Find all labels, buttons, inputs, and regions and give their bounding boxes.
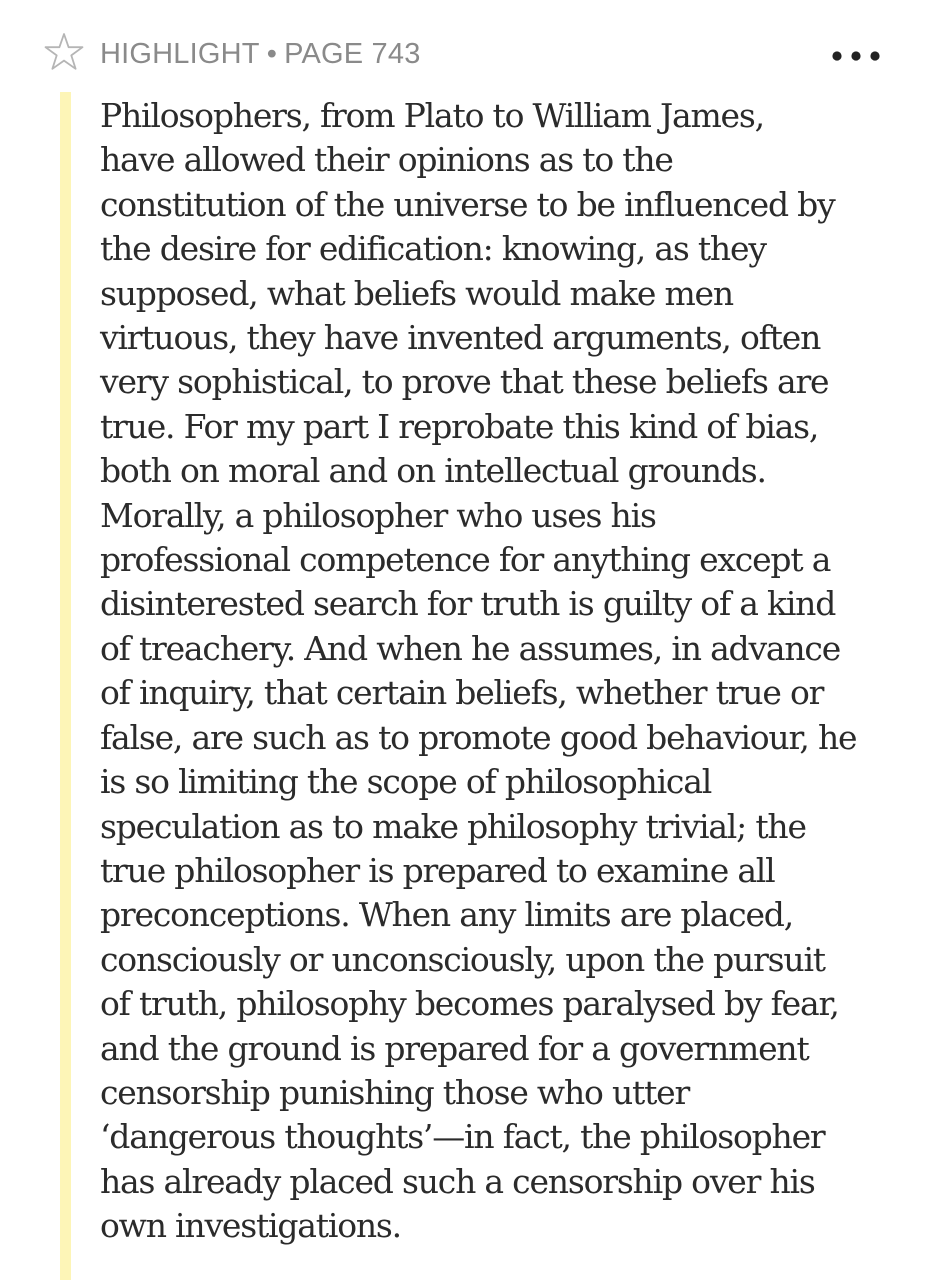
highlight-text-line: Philosophers, from Plato to William James,	[100, 96, 764, 135]
page-number-label: PAGE 743	[284, 38, 421, 70]
highlight-text-line: have allowed their opinions as to the	[100, 140, 673, 180]
highlight-text-line: constitution of the universe to be influenced by	[100, 184, 835, 224]
highlight-text-line: both on moral and on intellectual grounds.	[100, 451, 766, 491]
highlight-text-line: has already placed such a censorship over his	[100, 1161, 815, 1201]
highlight-location-label	[100, 34, 421, 74]
highlight-text-line: of treachery. And when he assumes, in advance	[100, 628, 841, 668]
highlight-text-line: and the ground is prepared for a government	[100, 1028, 809, 1068]
highlight-color-bar	[60, 92, 71, 1280]
highlight-text-line: true. For my part I reprobate this kind of bias,	[100, 406, 819, 446]
highlight-text-line: speculation as to make philosophy trivial; the	[100, 806, 806, 846]
highlight-text-line: supposed, what beliefs would make men	[100, 273, 733, 313]
highlight-text-line: of inquiry, that certain beliefs, whether true or	[100, 673, 824, 713]
highlight-text-line: consciously or unconsciously, upon the pursuit	[100, 939, 825, 979]
highlight-text-line: disinterested search for truth is guilty of a kind	[100, 584, 836, 624]
highlight-text-line: own investigations.	[100, 1206, 401, 1246]
highlight-type-label: HIGHLIGHT	[100, 38, 260, 70]
highlight-header	[0, 0, 934, 100]
highlight-text-line: is so limiting the scope of philosophical	[100, 762, 712, 802]
star-outline-icon[interactable]	[44, 32, 84, 72]
highlight-text-line: professional competence for anything except a	[100, 540, 831, 580]
highlight-passage[interactable]	[100, 94, 900, 1249]
more-horizontal-icon[interactable]	[826, 40, 886, 70]
highlight-text-line: ‘dangerous thoughts’—in fact, the philosopher	[100, 1117, 825, 1157]
highlight-text-line: true philosopher is prepared to examine all	[100, 850, 775, 890]
highlight-text-line: of truth, philosophy becomes paralysed by fear,	[100, 984, 839, 1024]
header-separator: •	[266, 38, 278, 70]
highlight-text-line: false, are such as to promote good behaviour, he	[100, 717, 857, 757]
highlight-text-line: Morally, a philosopher who uses his	[100, 495, 656, 535]
highlight-text-line: censorship punishing those who utter	[100, 1072, 690, 1112]
highlight-text-line: the desire for edification: knowing, as they	[100, 229, 766, 269]
highlight-text-line: preconceptions. When any limits are placed,	[100, 895, 794, 935]
highlight-text-line: virtuous, they have invented arguments, often	[100, 318, 821, 358]
highlight-text-line: very sophistical, to prove that these beliefs are	[100, 362, 829, 402]
